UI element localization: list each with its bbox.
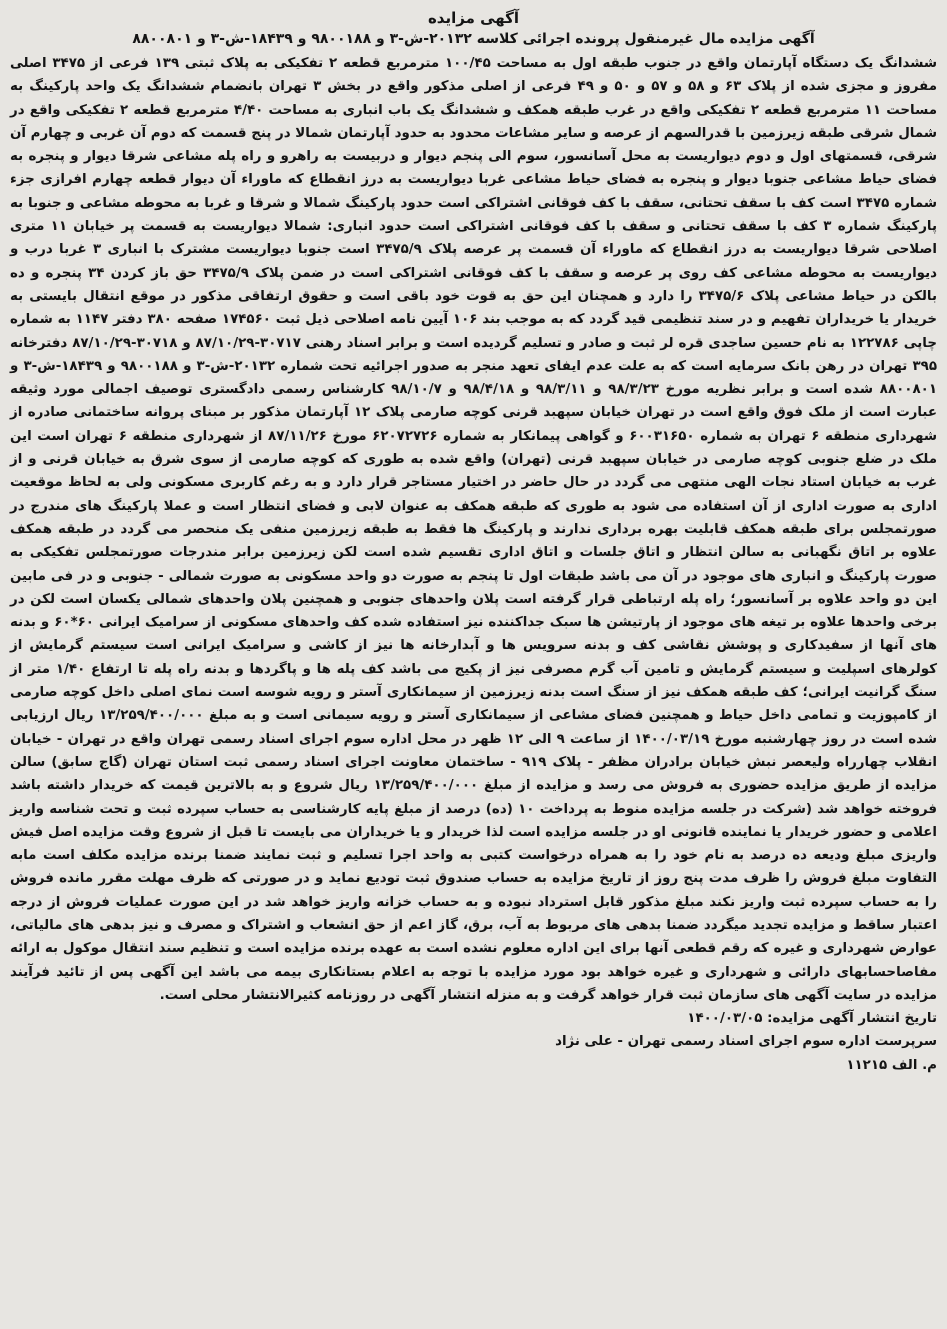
notice-subtitle: آگهی مزایده مال غیرمنقول پرونده اجرائی کلاسه ۲۰۱۳۲-ش-۳ و ۹۸۰۰۱۸۸ و ۱۸۴۳۹-ش-۳ و ۸۸۰۰۸۰۱ [132, 31, 815, 47]
signature-line: سرپرست اداره سوم اجرای اسناد رسمی تهران - علی نژاد [555, 1034, 937, 1050]
notice-title: آگهی مزایده [427, 9, 520, 27]
notice-body: ششدانگ یک دستگاه آپارتمان واقع در جنوب طبقه اول به مساحت ۱۰۰/۴۵ مترمربع قطعه ۲ تفکیکی به پلاک ثبتی ۱۳۹ فرعی از ۳۴۷۵ اصلی مفروز و مجزی شده از پلاک ۶۳ و ۵۸ و ۵۷ و ۵۰ و ۴۹ فرعی از اصلی مذکور واقع در بخش ۳ تهران بانضمام ششدانگ یک واحد پارکینگ به مساحت ۱۱ مترمربع قطعه ۲ تفکیکی واقع در غرب طبقه همکف و ششدانگ یک باب انباری به مساحت ۴/۴۰ مترمربع قطعه ۲ تفکیکی واقع در شمال شرقی طبقه زیرزمین با قدرالسهم از عرصه و سایر مشاعات محدود به حدود آپارتمان شمالا در پنج قسمت که دوم آن غربی و چهارم آن شرقی، قسمتهای اول و دوم دیواریست به محل آسانسور، سوم الی پنجم دیوار و دربیست به راهرو و راه پله مشاعی شرقا دیوار و پنجره به فضای حیاط مشاعی جنوبا دیوار و پنجره به فضای حیاط مشاعی غربا دیواریست به درز انقطاع که ماوراء آن دیوار قطعه چهارم افرازی جزء شماره ۳۴۷۵ است کف با سقف تحتانی، سقف با کف فوقانی اشتراکی است حدود پارکینگ شمالا و شرقا و غربا به محوطه مشاعی و جنوبا به پارکینگ شماره ۳ کف با سقف تحتانی و سقف با کف فوقانی اشتراکی است حدود انباری: شمالا دیواریست به قسمت پر خیابان ۱۱ متری اصلاحی شرقا دیواریست به درز انقطاع که ماوراء آن قسمت پر عرصه پلاک ۳۴۷۵/۹ است جنوبا دیواریست مشترک با انباری ۳ غربا درب و دیواریست به محوطه مشاعی کف روی پر عرصه و سقف با کف فوقانی اشتراکی است در ضمن پلاک ۳۴۷۵/۹ حق باز کردن ۳۴ پنجره و ده بالکن در حیاط مشاعی پلاک ۳۴۷۵/۶ را دارد و همچنان این حق به قوت خود باقی است و حقوق ارتفاقی مذکور در موقع انتقال بایستی به خریدار یا خریداران تفهیم و در سند تنظیمی قید گردد که به موجب بند ۱۰۶ آیین نامه اصلاحی ذیل ثبت ۱۷۴۵۶۰ صفحه ۳۸۰ دفتر ۱۱۴۷ به شماره چاپی ۱۲۲۷۸۶ به نام حسین ساجدی قره لر ثبت و صادر و تسلیم گردیده است و برابر اسناد رهنی ۳۰۷۱۷-۸۷/۱۰/۲۹ و ۳۰۷۱۸-۸۷/۱۰/۲۹ دفترخانه ۳۹۵ تهران در رهن بانک سرمایه است که به علت عدم ایفای تعهد منجر به صدور اجرائیه تحت شماره ۲۰۱۳۲-ش-۳ و ۹۸۰۰۱۸۸ و ۱۸۴۳۹-ش-۳ و ۸۸۰۰۸۰۱ شده است و برابر نظریه مورخ ۹۸/۳/۲۳ و ۹۸/۳/۱۱ و ۹۸/۴/۱۸ و ۹۸/۱۰/۷ کارشناس رسمی دادگستری توصیف اجمالی مورد وثیقه عبارت است از ملک فوق واقع است در تهران خیابان سپهبد قرنی کوچه صارمی پلاک ۱۲ آپارتمان مذکور بر مبنای پروانه ساختمانی صادره از شهرداری منطقه ۶ تهران به شماره ۶۰۰۳۱۶۵۰ و گواهی پیمانکار به شماره ۶۲۰۷۲۷۲۶ مورخ ۸۷/۱۱/۲۶ از شهرداری منطقه ۶ تهران است این ملک در ضلع جنوبی کوچه صارمی در خیابان سپهبد قرنی (تهران) واقع شده به طوری که کوچه صارمی از سوی شرق به خیابان قرنی و از غرب به خیابان استاد نجات الهی منتهی می گردد در حال حاضر در اختیار مستاجر قرار دارد و به رغم کاربری مسکونی ولی به لحاظ موقعیت اداری به صورت اداری از آن استفاده می شود به طوری که طبقه همکف به عنوان لابی و فضای انتظار است و عملا پارکینگ های مندرج در صورتمجلس برای طبقه همکف قابلیت بهره برداری ندارند و پارکینگ ها فقط به طبقه زیرزمین منفی یک منحصر می گردد در طبقه همکف علاوه بر اتاق نگهبانی به سالن انتظار و اتاق جلسات و اتاق اداری تقسیم شده است لکن زیرزمین برابر مندرجات صورتمجلس تفکیکی به صورت پارکینگ و انباری های موجود در آن می باشد طبقات اول تا پنجم به صورت دو واحد مسکونی به صورت شمالی - جنوبی و در فی مابین این دو واحد علاوه بر آسانسور؛ راه پله ارتباطی قرار گرفته است پلان واحدهای جنوبی و همچنین پلان واحدهای شمالی یکسان است لکن در برخی واحدها علاوه بر تیغه های موجود از پارتیشن ها سبک جداکننده نیز استفاده شده کف واحدهای مسکونی از سرامیک ایرانی ۶۰*۶۰ و بدنه های آنها از سفیدکاری و پوشش نقاشی کف و بدنه سرویس ها و آبدارخانه ها نیز از کاشی و سرامیک ایرانی است سیستم گرمایش از کولرهای اسپلیت و سیستم گرمایش و تامین آب گرم مصرفی نیز از پکیج می باشد کف پله ها و پاگردها و بدنه راه پله تا ارتفاع ۱/۴۰ متر از سنگ گرانیت ایرانی؛ کف طبقه همکف نیز از سنگ است بدنه زیرزمین از سیمانکاری آستر و رویه شوسه است نمای اصلی داخل کوچه صارمی از کامپوزیت و تمامی داخل حیاط و همچنین فضای مشاعی از سیمانکاری آستر و رویه سیمانی است و به مبلغ ۱۳/۲۵۹/۴۰۰/۰۰۰ ریال ارزیابی شده است در روز چهارشنبه مورخ ۱۴۰۰/۰۳/۱۹ از ساعت ۹ الی ۱۲ ظهر در محل اداره سوم اجرای اسناد رسمی تهران واقع در تهران - خیابان انقلاب چهارراه ولیعصر نبش خیابان برادران مظفر - پلاک ۹۱۹ - ساختمان معاونت اجرای اسناد رسمی ثبت استان تهران (گاج سابق) سالن مزایده از طریق مزایده حضوری به فروش می رسد و مزایده از مبلغ ۱۳/۲۵۹/۴۰۰/۰۰۰ ریال شروع و به بالاترین قیمت که خریدار داشته باشد فروخته خواهد شد (شرکت در جلسه مزایده منوط به پرداخت ۱۰ (ده) درصد از مبلغ پایه کارشناسی به حساب سپرده ثبت و تحت شناسه واریز اعلامی و حضور خریدار یا نماینده قانونی او در جلسه مزایده است لذا خریدار و یا خریداران می بایست تا قبل از شروع وقت مزایده اصل فیش واریزی مبلغ ودیعه ده درصد به نام خود را به همراه درخواست کتبی به واحد اجرا تسلیم و ثبت نمایند ضمنا برنده مزایده مکلف است مابه التفاوت مبلغ فروش را ظرف مدت پنج روز از تاریخ مزایده به حساب صندوق ثبت تودیع نماید و در صورتی که ظرف مهلت مقرر مانده فروش را به حساب سپرده ثبت واریز نکند مبلغ مذکور قابل استرداد نبوده و به حساب خزانه واریز خواهد شد در این صورت عملیات فروش از درجه اعتبار ساقط و مزایده تجدید میگردد ضمنا بدهی های مربوط به آب، برق، گاز اعم از حق انشعاب و اشتراک و مصرف و نیز بدهی های مالیاتی، عوارض شهرداری و غیره که رقم قطعی آنها برای این اداره معلوم نشده است به عهده برنده مزایده است و تنظیم سند انتقال موکول به ارائه مفاصاحسابهای دارائی و شهرداری و غیره خواهد بود مورد مزایده با توجه به اعلام بستانکاری بیمه می باشد این آگهی پس از تائید فرآیند مزایده در سایت آگهی های سازمان ثبت قرار خواهد گرفت و به منزله انتشار آگهی در روزنامه کثیرالانتشار محلی است. [10, 56, 938, 1003]
publish-date: تاریخ انتشار آگهی مزایده: ۱۴۰۰/۰۳/۰۵ [687, 1011, 937, 1027]
notice-code: م. الف ۱۱۲۱۵ [846, 1057, 937, 1073]
